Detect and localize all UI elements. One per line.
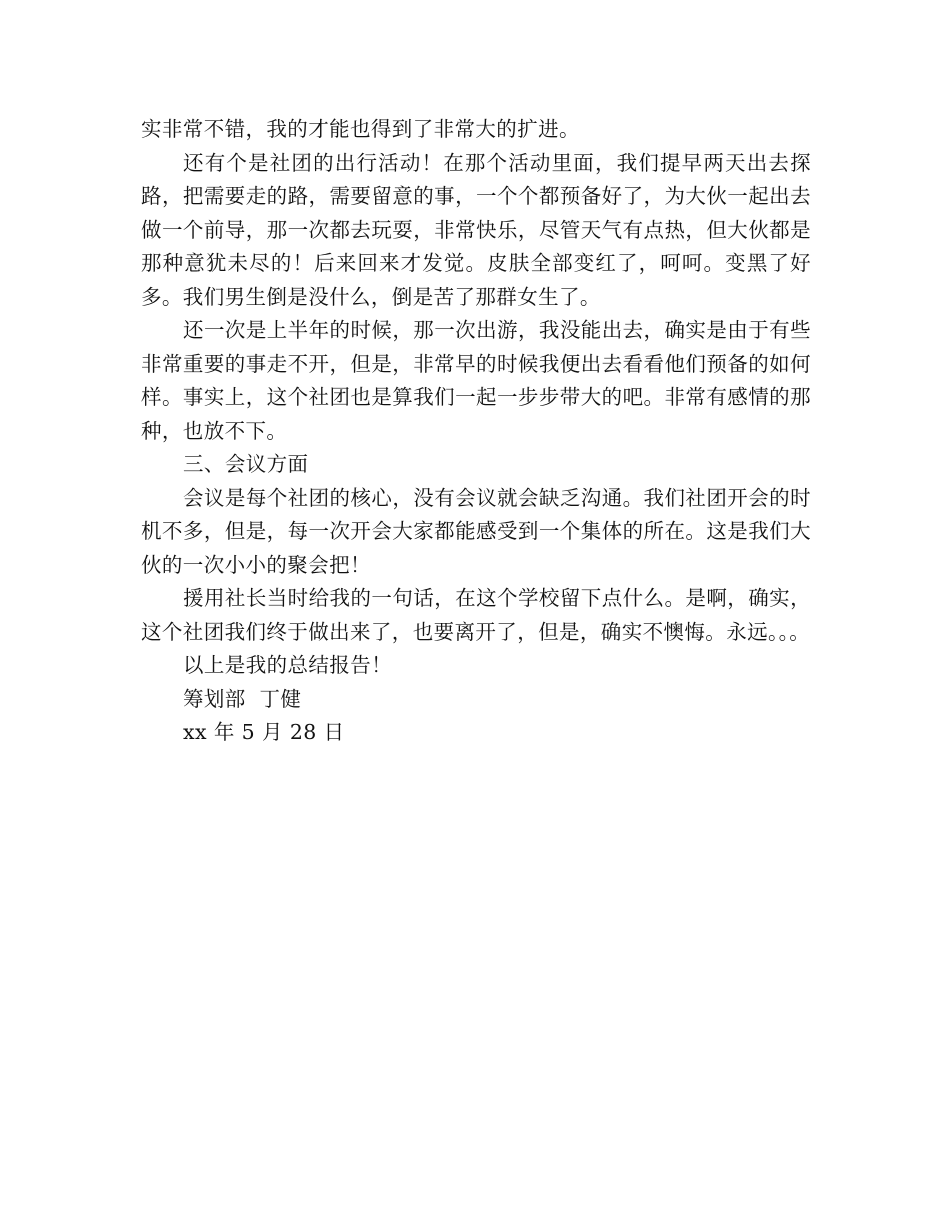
- paragraph-president-quote: 援用社长当时给我的一句话，在这个学校留下点什么。是啊，确实，这个社团我们终于做出来了，也要离开了，但是，确实不懊悔。永远。。。: [141, 586, 811, 644]
- document-body: [141, 113, 811, 750]
- signature-department: 筹划部 丁健: [183, 686, 302, 711]
- section-heading-meetings: 三、会议方面: [183, 452, 309, 476]
- paragraph-first-half-year: 还一次是上半年的时候，那一次出游，我没能出去，确实是由于有些非常重要的事走不开，但是，非常早的时候我便出去看看他们预备的如何样。事实上，这个社团也是算我们一起一步步带大的吧。非常有感情的那种，也放不下。: [141, 318, 811, 443]
- paragraph-outing-activity: 还有个是社团的出行活动！在那个活动里面，我们提早两天出去探路，把需要走的路，需要留意的事，一个个都预备好了，为大伙一起出去做一个前导，那一次都去玩耍，非常快乐，尽管天气有点热，但大伙都是那种意犹未尽的！后来回来才发觉。皮肤全部变红了，呵呵。变黑了好多。我们男生倒是没什么，倒是苦了那群女生了。: [141, 150, 811, 309]
- paragraph-continuation: 实非常不错，我的才能也得到了非常大的扩进。: [141, 117, 580, 141]
- closing-statement: 以上是我的总结报告！: [183, 653, 392, 677]
- signature-date: xx 年 5 月 28 日: [183, 720, 345, 744]
- paragraph-meetings: 会议是每个社团的核心，没有会议就会缺乏沟通。我们社团开会的时机不多，但是，每一次开会大家都能感受到一个集体的所在。这是我们大伙的一次小小的聚会把！: [141, 485, 811, 577]
